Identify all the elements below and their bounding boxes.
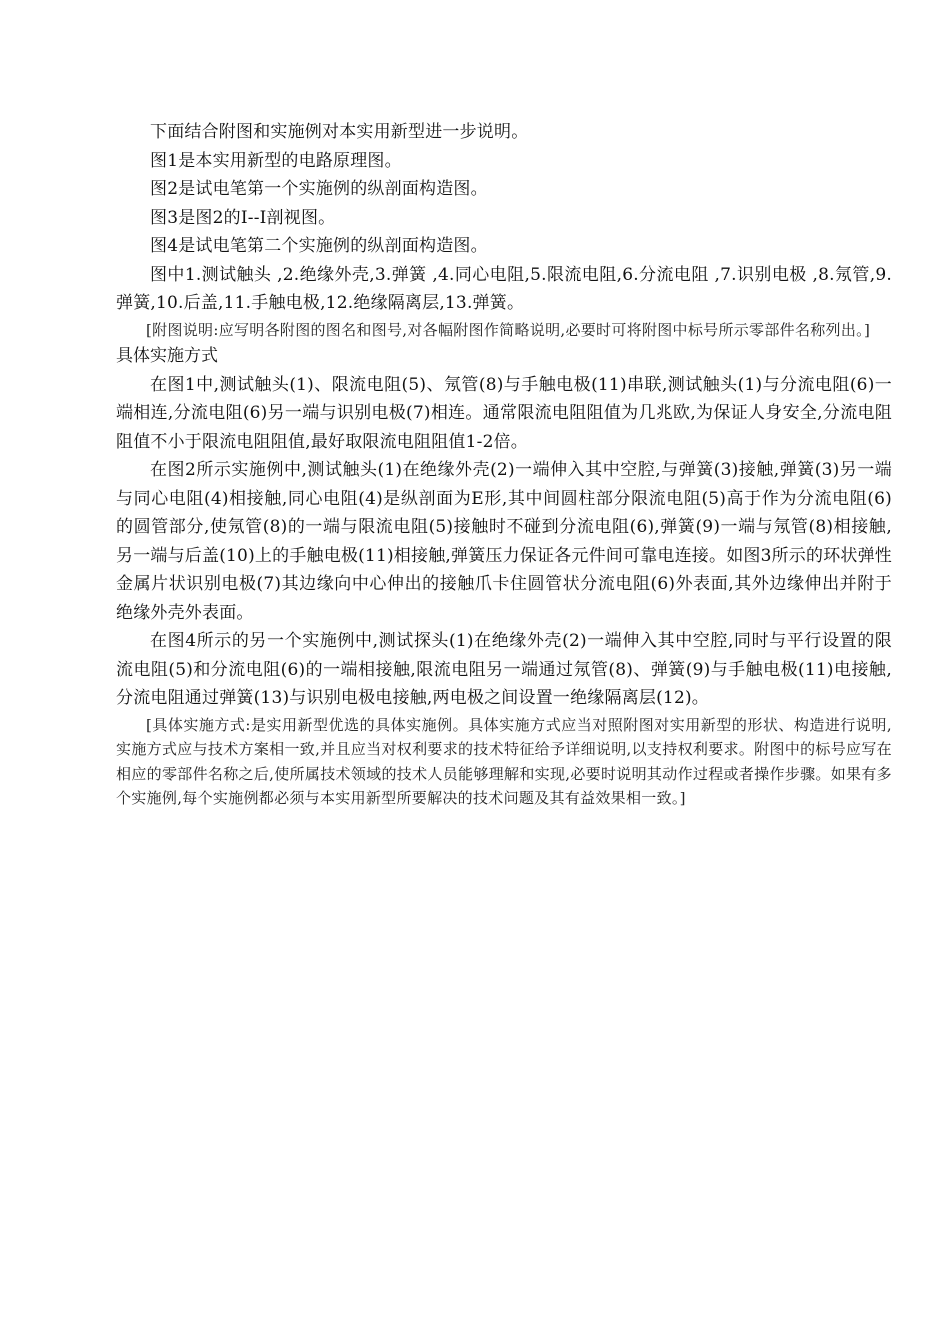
intro-sentence: 下面结合附图和实施例对本实用新型进一步说明。 — [150, 122, 529, 142]
section-heading: 具体实施方式 — [116, 346, 218, 366]
document-body — [116, 118, 892, 811]
embodiment-paragraph-1: 在图1中,测试触头(1)、限流电阻(5)、氖管(8)与手触电极(11)串联,测试触头(1)与分流电阻(6)一端相连,分流电阻(6)另一端与识别电极(7)相连。通常限流电阻阻值为几兆欧,为保证人身安全,分流电阻阻值不小于限流电阻阻值,最好取限流电阻阻值1-2倍。 — [116, 374, 892, 452]
parts-list: 图中1.测试触头 ,2.绝缘外壳,3.弹簧 ,4.同心电阻,5.限流电阻,6.分流电阻 ,7.识别电极 ,8.氖管,9.弹簧,10.后盖,11.手触电极,12.绝缘隔离层,13.弹簧。 — [116, 264, 892, 313]
figure-2-caption: 图2是试电笔第一个实施例的纵剖面构造图。 — [150, 179, 488, 199]
figure-3-caption: 图3是图2的I--I剖视图。 — [150, 207, 336, 228]
figure-1-caption: 图1是本实用新型的电路原理图。 — [150, 150, 402, 171]
figure-note: [附图说明:应写明各附图的图名和图号,对各幅附图作简略说明,必要时可将附图中标号所示零部件名称列出。] — [146, 320, 871, 339]
embodiment-note: [具体实施方式:是实用新型优选的具体实施例。具体实施方式应当对照附图对实用新型的形状、构造进行说明,实施方式应与技术方案相一致,并且应当对权利要求的技术特征给予详细说明,以支持权利要求。附图中的标号应写在相应的零部件名称之后,使所属技术领域的技术人员能够理解和实现,必要时说明其动作过程或者操作步骤。如果有多个实施例,每个实施例都必须与本实用新型所要解决的技术问题及其有益效果相一致。] — [116, 715, 892, 807]
embodiment-paragraph-3: 在图4所示的另一个实施例中,测试探头(1)在绝缘外壳(2)一端伸入其中空腔,同时与平行设置的限流电阻(5)和分流电阻(6)的一端相接触,限流电阻另一端通过氖管(8)、弹簧(9)与手触电极(11)电接触,分流电阻通过弹簧(13)与识别电极电接触,两电极之间设置一绝缘隔离层(12)。 — [116, 631, 892, 708]
embodiment-paragraph-2: 在图2所示实施例中,测试触头(1)在绝缘外壳(2)一端伸入其中空腔,与弹簧(3)接触,弹簧(3)另一端与同心电阻(4)相接触,同心电阻(4)是纵剖面为E形,其中间圆柱部分限流电阻(5)高于作为分流电阻(6)的圆管部分,使氖管(8)的一端与限流电阻(5)接触时不碰到分流电阻(6),弹簧(9)一端与氖管(8)相接触,另一端与后盖(10)上的手触电极(11)相接触,弹簧压力保证各元件间可靠电连接。如图3所示的环状弹性金属片状识别电极(7)其边缘向中心伸出的接触爪卡住圆管状分流电阻(6)外表面,其外边缘伸出并附于绝缘外壳外表面。 — [116, 460, 893, 623]
figure-4-caption: 图4是试电笔第二个实施例的纵剖面构造图。 — [150, 236, 488, 256]
